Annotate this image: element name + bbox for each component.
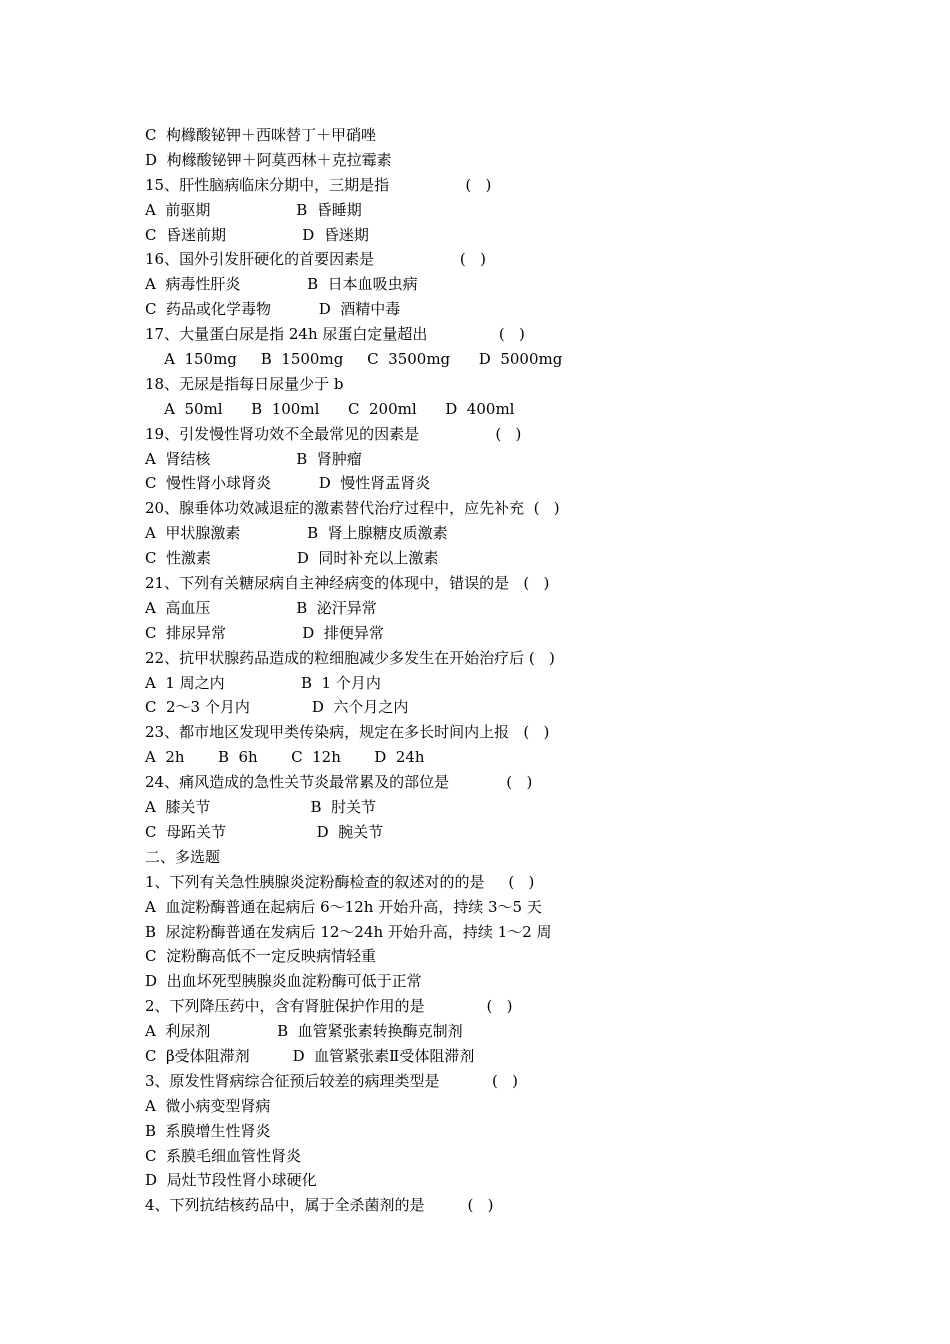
answer-option-line: A 甲状腺激素 B 肾上腺糖皮质激素 bbox=[145, 524, 448, 543]
answer-option-line: A 前驱期 B 昏睡期 bbox=[145, 200, 362, 219]
answer-option-line: C 排尿异常 D 排便异常 bbox=[145, 623, 384, 642]
question-line: 3、原发性肾病综合征预后较差的病理类型是 ( ) bbox=[145, 1071, 519, 1090]
answer-option-line: C 系膜毛细血管性肾炎 bbox=[145, 1146, 302, 1165]
answer-option-line: B 尿淀粉酶普通在发病后 12～24h 开始升高，持续 1～2 周 bbox=[145, 922, 552, 941]
answer-option-line: A 2h B 6h C 12h D 24h bbox=[145, 748, 425, 767]
answer-option-line: A 微小病变型肾病 bbox=[145, 1096, 271, 1115]
answer-option-line: C 淀粉酶高低不一定反映病情轻重 bbox=[145, 947, 377, 966]
answer-option-line: A 50ml B 100ml C 200ml D 400ml bbox=[145, 399, 515, 418]
answer-option-line: A 1 周之内 B 1 个月内 bbox=[145, 673, 381, 692]
answer-option-line: C 2～3 个月内 D 六个月之内 bbox=[145, 698, 409, 717]
answer-option-line: C 性激素 D 同时补充以上激素 bbox=[145, 549, 439, 568]
answer-option-line: C 昏迷前期 D 昏迷期 bbox=[145, 225, 369, 244]
question-line: 19、引发慢性肾功效不全最常见的因素是 ( ) bbox=[145, 424, 522, 443]
answer-option-line: A 血淀粉酶普通在起病后 6～12h 开始升高，持续 3～5 天 bbox=[145, 897, 542, 916]
answer-option-line: D 出血坏死型胰腺炎血淀粉酶可低于正常 bbox=[145, 972, 422, 991]
answer-option-line: A 病毒性肝炎 B 日本血吸虫病 bbox=[145, 275, 418, 294]
question-line: 17、大量蛋白尿是指 24h 尿蛋白定量超出 ( ) bbox=[145, 325, 525, 344]
answer-option-line: A 肾结核 B 肾肿瘤 bbox=[145, 449, 362, 468]
answer-option-line: C β受体阻滞剂 D 血管紧张素Ⅱ受体阻滞剂 bbox=[145, 1046, 475, 1065]
answer-option-line: D 局灶节段性肾小球硬化 bbox=[145, 1171, 317, 1190]
answer-option-line: B 系膜增生性肾炎 bbox=[145, 1121, 271, 1140]
question-line: 21、下列有关糖尿病自主神经病变的体现中，错误的是 ( ) bbox=[145, 574, 550, 593]
answer-option-line: C 药品或化学毒物 D 酒精中毒 bbox=[145, 300, 401, 319]
question-line: 22、抗甲状腺药品造成的粒细胞减少多发生在开始治疗后 ( ) bbox=[145, 648, 555, 667]
answer-option-line: A 150mg B 1500mg C 3500mg D 5000mg bbox=[145, 350, 563, 369]
question-line: 23、都市地区发现甲类传染病，规定在多长时间内上报 ( ) bbox=[145, 723, 550, 742]
question-line: 20、腺垂体功效减退症的激素替代治疗过程中，应先补充 ( ) bbox=[145, 499, 560, 518]
question-line: 24、痛风造成的急性关节炎最常累及的部位是 ( ) bbox=[145, 773, 533, 792]
question-line: 1、下列有关急性胰腺炎淀粉酶检查的叙述对的的是 ( ) bbox=[145, 872, 535, 891]
section-heading: 二、多选题 bbox=[145, 847, 221, 866]
answer-option-line: A 利尿剂 B 血管紧张素转换酶克制剂 bbox=[145, 1022, 463, 1041]
question-line: 2、下列降压药中，含有肾脏保护作用的是 ( ) bbox=[145, 997, 513, 1016]
question-line: 18、无尿是指每日尿量少于 b bbox=[145, 374, 344, 393]
question-line: 15、肝性脑病临床分期中，三期是指 ( ) bbox=[145, 175, 492, 194]
answer-option-line: A 膝关节 B 肘关节 bbox=[145, 798, 377, 817]
exam-questions bbox=[145, 123, 845, 1218]
question-line: 16、国外引发肝硬化的首要因素是 ( ) bbox=[145, 250, 486, 269]
question-line: 4、下列抗结核药品中，属于全杀菌剂的是 ( ) bbox=[145, 1196, 494, 1215]
answer-option-line: A 高血压 B 泌汗异常 bbox=[145, 598, 377, 617]
answer-option-line: D 枸橼酸铋钾＋阿莫西林＋克拉霉素 bbox=[145, 150, 392, 169]
answer-option-line: C 枸橼酸铋钾＋西咪替丁＋甲硝唑 bbox=[145, 126, 377, 144]
answer-option-line: C 母跖关节 D 腕关节 bbox=[145, 822, 384, 841]
answer-option-line: C 慢性肾小球肾炎 D 慢性肾盂肾炎 bbox=[145, 474, 431, 493]
